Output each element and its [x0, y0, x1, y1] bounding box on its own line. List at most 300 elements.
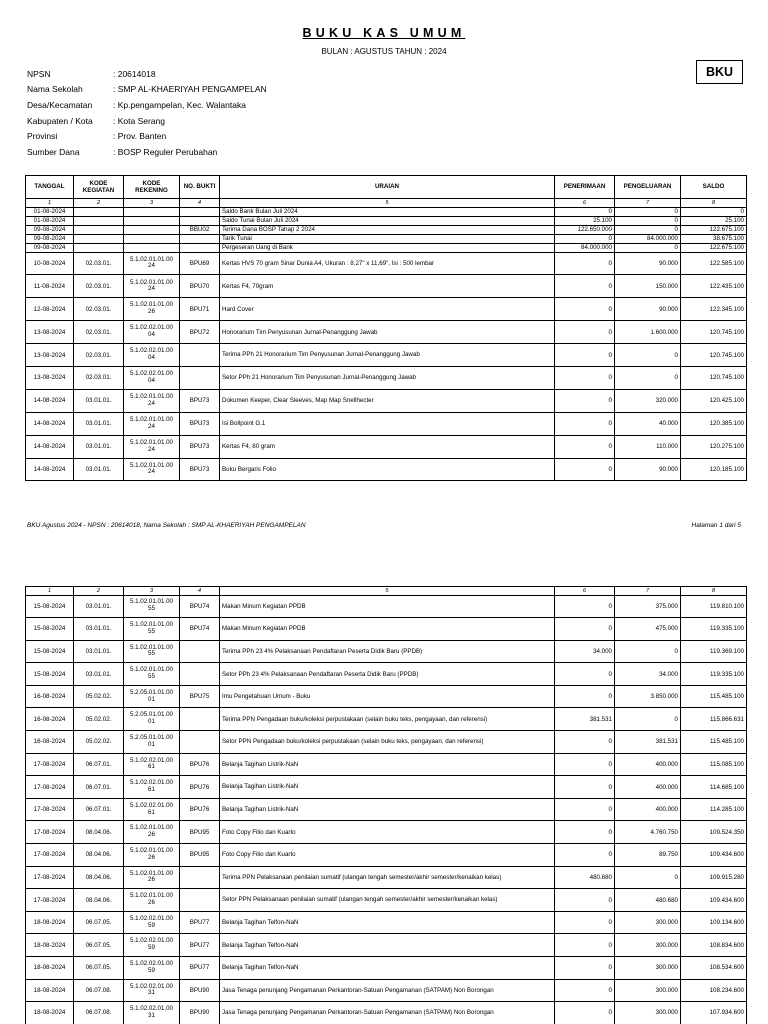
- balance-cell: 122.435.100: [681, 275, 747, 298]
- description-cell: Kertas F4, 80 gram: [220, 435, 555, 458]
- account-code-cell: 5.1.02.02.01.00 04: [124, 321, 180, 344]
- account-code-cell: 5.1.02.01.01.00 24: [124, 275, 180, 298]
- date-cell: 09-08-2024: [26, 225, 74, 234]
- balance-cell: 109.524.350: [681, 821, 747, 844]
- date-cell: 01-08-2024: [26, 216, 74, 225]
- balance-cell: 122.585.100: [681, 252, 747, 275]
- activity-code-cell: 06.07.08.: [74, 979, 124, 1002]
- account-code-cell: 5.1.02.01.01.00 55: [124, 595, 180, 618]
- table-row: [26, 298, 747, 321]
- description-cell: Jasa Tenaga penunjang Pengamanan Perkantoran-Satuan Pengamanan (SATPAM) Non Borongan: [220, 1002, 555, 1024]
- description-cell: Belanja Tagihan Telfon-NaN: [220, 911, 555, 934]
- income-cell: 0: [555, 685, 615, 708]
- activity-code-cell: 02.03.01.: [74, 275, 124, 298]
- date-cell: 15-08-2024: [26, 640, 74, 663]
- activity-code-cell: 03.01.01.: [74, 618, 124, 641]
- table-row: [26, 663, 747, 686]
- date-cell: 16-08-2024: [26, 708, 74, 731]
- expense-cell: 90.000: [615, 252, 681, 275]
- table-row: [26, 234, 747, 243]
- activity-code-cell: 05.02.02.: [74, 731, 124, 754]
- expense-cell: 300.000: [615, 957, 681, 980]
- column-number: 1: [26, 199, 74, 208]
- date-cell: 14-08-2024: [26, 435, 74, 458]
- balance-cell: 115.485.100: [681, 731, 747, 754]
- activity-code-cell: 06.07.05.: [74, 911, 124, 934]
- account-code-cell: 5.1.02.01.01.00 24: [124, 252, 180, 275]
- date-cell: 01-08-2024: [26, 207, 74, 216]
- date-cell: 12-08-2024: [26, 298, 74, 321]
- description-cell: Foto Copy Filio dan Kuarto: [220, 821, 555, 844]
- column-number: 7: [615, 199, 681, 208]
- date-cell: 17-08-2024: [26, 844, 74, 867]
- receipt-number-cell: [180, 216, 220, 225]
- balance-cell: 120.275.100: [681, 435, 747, 458]
- info-label: Kabupaten / Kota: [27, 115, 93, 126]
- receipt-number-cell: BPU73: [180, 435, 220, 458]
- date-cell: 16-08-2024: [26, 685, 74, 708]
- expense-cell: 84.000.000: [615, 234, 681, 243]
- column-header: NO. BUKTI: [180, 176, 220, 199]
- income-cell: 0: [555, 321, 615, 344]
- date-cell: 18-08-2024: [26, 934, 74, 957]
- income-cell: 0: [555, 753, 615, 776]
- account-code-cell: 5.1.02.02.01.00 04: [124, 366, 180, 389]
- receipt-number-cell: BPU69: [180, 252, 220, 275]
- column-number: 8: [681, 199, 747, 208]
- description-cell: Saldo Tunai Bulan Juli 2024: [220, 216, 555, 225]
- column-header: KODE REKENING: [124, 176, 180, 199]
- column-number: 3: [124, 587, 180, 596]
- account-code-cell: 5.1.02.01.01.00 24: [124, 412, 180, 435]
- info-value: : SMP AL-KHAERIYAH PENGAMPELAN: [113, 84, 267, 95]
- table-row: [26, 458, 747, 481]
- table-row: [26, 911, 747, 934]
- balance-cell: 122.345.100: [681, 298, 747, 321]
- balance-cell: 114.685.100: [681, 776, 747, 799]
- table-row: [26, 866, 747, 889]
- column-header: PENERIMAAN: [555, 176, 615, 199]
- ledger-table-page-1: [25, 175, 747, 481]
- date-cell: 15-08-2024: [26, 663, 74, 686]
- description-cell: Setor PPh 21 Honorarium Tim Penyusunan Jurnal-Penanggung Jawab: [220, 366, 555, 389]
- account-code-cell: 5.2.05.01.01.00 01: [124, 685, 180, 708]
- description-cell: Imu Pengetahuan Umum - Buku: [220, 685, 555, 708]
- table-row: [26, 618, 747, 641]
- expense-cell: 0: [615, 344, 681, 367]
- account-code-cell: 5.1.02.02.01.00 04: [124, 344, 180, 367]
- description-cell: Foto Copy Filio dan Kuarto: [220, 844, 555, 867]
- account-code-cell: 5.1.02.01.01.00 26: [124, 844, 180, 867]
- date-cell: 17-08-2024: [26, 776, 74, 799]
- description-cell: Isi Bollpoint G.1: [220, 412, 555, 435]
- table-row: [26, 344, 747, 367]
- activity-code-cell: 06.07.01.: [74, 798, 124, 821]
- description-cell: Makan Minum Kegiatan PPDB: [220, 618, 555, 641]
- info-label: Sumber Dana: [27, 146, 80, 157]
- table-row: [26, 889, 747, 912]
- expense-cell: 300.000: [615, 979, 681, 1002]
- table-row: [26, 640, 747, 663]
- description-cell: Terima PPN Pengadaan buku/koleksi perpustakaan (selain buku teks, pengayaan, dan referensi): [220, 708, 555, 731]
- expense-cell: 3.850.000: [615, 685, 681, 708]
- table-row: [26, 1002, 747, 1024]
- column-number: 1: [26, 587, 74, 596]
- description-cell: Terima PPN Pelaksanaan penilaian sumatif (ulangan tengah semester/akhir semester/kenaikan kelas): [220, 866, 555, 889]
- receipt-number-cell: BPU76: [180, 776, 220, 799]
- income-cell: 0: [555, 911, 615, 934]
- expense-cell: 0: [615, 225, 681, 234]
- column-header: SALDO: [681, 176, 747, 199]
- income-cell: 0: [555, 344, 615, 367]
- income-cell: 0: [555, 798, 615, 821]
- info-label: Desa/Kecamatan: [27, 99, 93, 110]
- account-code-cell: [124, 207, 180, 216]
- column-header: KODE KEGIATAN: [74, 176, 124, 199]
- expense-cell: 381.531: [615, 731, 681, 754]
- account-code-cell: 5.1.02.01.01.00 26: [124, 866, 180, 889]
- table-row: [26, 753, 747, 776]
- expense-cell: 480.680: [615, 889, 681, 912]
- info-row: [27, 128, 267, 144]
- info-label: NPSN: [27, 68, 51, 79]
- activity-code-cell: 08.04.06.: [74, 889, 124, 912]
- description-cell: Jasa Tenaga penunjang Pengamanan Perkantoran-Satuan Pengamanan (SATPAM) Non Borongan: [220, 979, 555, 1002]
- table-row: [26, 821, 747, 844]
- info-label: Nama Sekolah: [27, 84, 83, 95]
- receipt-number-cell: BPU77: [180, 934, 220, 957]
- expense-cell: 0: [615, 243, 681, 252]
- account-code-cell: 5.1.02.02.01.00 31: [124, 1002, 180, 1024]
- account-code-cell: 5.1.02.01.01.00 26: [124, 821, 180, 844]
- income-cell: 84.000.000: [555, 243, 615, 252]
- balance-cell: 120.185.100: [681, 458, 747, 481]
- activity-code-cell: 02.03.01.: [74, 321, 124, 344]
- table-row: [26, 708, 747, 731]
- expense-cell: 90.000: [615, 298, 681, 321]
- receipt-number-cell: [180, 234, 220, 243]
- income-cell: 0: [555, 275, 615, 298]
- description-cell: Hard Cover: [220, 298, 555, 321]
- activity-code-cell: 06.07.05.: [74, 934, 124, 957]
- receipt-number-cell: BPU75: [180, 685, 220, 708]
- expense-cell: 300.000: [615, 934, 681, 957]
- balance-cell: 109.434.600: [681, 889, 747, 912]
- expense-cell: 90.000: [615, 458, 681, 481]
- date-cell: 15-08-2024: [26, 618, 74, 641]
- table-row: [26, 366, 747, 389]
- activity-code-cell: 03.01.01.: [74, 663, 124, 686]
- expense-cell: 0: [615, 640, 681, 663]
- info-value: : BOSP Reguler Perubahan: [113, 146, 218, 157]
- expense-cell: 0: [615, 866, 681, 889]
- account-code-cell: 5.1.02.01.01.00 55: [124, 618, 180, 641]
- account-code-cell: 5.1.02.01.01.00 24: [124, 458, 180, 481]
- description-cell: Belanja Tagihan Listrik-NaN: [220, 753, 555, 776]
- expense-cell: 400.000: [615, 776, 681, 799]
- receipt-number-cell: [180, 640, 220, 663]
- income-cell: 0: [555, 234, 615, 243]
- account-code-cell: [124, 225, 180, 234]
- balance-cell: 0: [681, 207, 747, 216]
- expense-cell: 300.000: [615, 1002, 681, 1024]
- income-cell: 0: [555, 366, 615, 389]
- receipt-number-cell: BPU74: [180, 618, 220, 641]
- expense-cell: 89.750: [615, 844, 681, 867]
- column-number: 4: [180, 587, 220, 596]
- expense-cell: 1.600.000: [615, 321, 681, 344]
- income-cell: 34.000: [555, 640, 615, 663]
- expense-cell: 110.000: [615, 435, 681, 458]
- table-row: [26, 252, 747, 275]
- date-cell: 16-08-2024: [26, 731, 74, 754]
- document-subtitle: BULAN : AGUSTUS TAHUN : 2024: [321, 47, 447, 56]
- account-code-cell: 5.2.05.01.01.00 01: [124, 731, 180, 754]
- account-code-cell: [124, 234, 180, 243]
- info-value: : Kp.pengampelan, Kec. Walantaka: [113, 99, 246, 110]
- document-title: BUKU KAS UMUM: [302, 26, 466, 40]
- account-code-cell: 5.1.02.01.01.00 55: [124, 663, 180, 686]
- account-code-cell: 5.1.02.02.01.00 61: [124, 776, 180, 799]
- date-cell: 17-08-2024: [26, 866, 74, 889]
- table-row: [26, 595, 747, 618]
- activity-code-cell: [74, 207, 124, 216]
- info-row: [27, 82, 267, 98]
- receipt-number-cell: [180, 866, 220, 889]
- balance-cell: 107.934.600: [681, 1002, 747, 1024]
- receipt-number-cell: [180, 708, 220, 731]
- balance-cell: 108.834.600: [681, 934, 747, 957]
- activity-code-cell: 08.04.06.: [74, 866, 124, 889]
- income-cell: 0: [555, 663, 615, 686]
- receipt-number-cell: BPU73: [180, 412, 220, 435]
- income-cell: 25.100: [555, 216, 615, 225]
- account-code-cell: 5.1.02.02.01.00 31: [124, 979, 180, 1002]
- description-cell: Kertas HVS 70 gram Sinar Dunia A4, Ukuran : 8,27" x 11,69", Isi : 500 lembar: [220, 252, 555, 275]
- date-cell: 14-08-2024: [26, 458, 74, 481]
- info-row: [27, 66, 267, 82]
- column-header: TANGGAL: [26, 176, 74, 199]
- table-row: [26, 243, 747, 252]
- table-row: [26, 731, 747, 754]
- income-cell: 0: [555, 458, 615, 481]
- income-cell: 0: [555, 821, 615, 844]
- activity-code-cell: 03.01.01.: [74, 595, 124, 618]
- table-row: [26, 412, 747, 435]
- column-number: 3: [124, 199, 180, 208]
- receipt-number-cell: BPU70: [180, 275, 220, 298]
- income-cell: 0: [555, 207, 615, 216]
- description-cell: Terima PPh 21 Honorarium Tim Penyusunan Jurnal-Penanggung Jawab: [220, 344, 555, 367]
- activity-code-cell: 03.01.01.: [74, 412, 124, 435]
- bku-badge: BKU: [696, 60, 743, 84]
- column-header: PENGELUARAN: [615, 176, 681, 199]
- expense-cell: 475.000: [615, 618, 681, 641]
- description-cell: Setor PPN Pelaksanaan penilaian sumatif (ulangan tengah semester/akhir semester/kenaikan kelas): [220, 889, 555, 912]
- expense-cell: 0: [615, 366, 681, 389]
- expense-cell: 300.000: [615, 911, 681, 934]
- receipt-number-cell: [180, 731, 220, 754]
- date-cell: 18-08-2024: [26, 957, 74, 980]
- income-cell: 0: [555, 435, 615, 458]
- income-cell: 0: [555, 731, 615, 754]
- receipt-number-cell: BPU77: [180, 911, 220, 934]
- date-cell: 14-08-2024: [26, 389, 74, 412]
- description-cell: Belanja Tagihan Telfon-NaN: [220, 957, 555, 980]
- activity-code-cell: 02.03.01.: [74, 344, 124, 367]
- info-row: [27, 113, 267, 129]
- activity-code-cell: 02.03.01.: [74, 366, 124, 389]
- table-row: [26, 216, 747, 225]
- description-cell: Belanja Tagihan Listrik-NaN: [220, 776, 555, 799]
- column-number: 7: [615, 587, 681, 596]
- balance-cell: 120.745.100: [681, 321, 747, 344]
- activity-code-cell: [74, 234, 124, 243]
- income-cell: 0: [555, 934, 615, 957]
- activity-code-cell: 06.07.01.: [74, 753, 124, 776]
- balance-cell: 109.434.600: [681, 844, 747, 867]
- activity-code-cell: 03.01.01.: [74, 458, 124, 481]
- activity-code-cell: 06.07.05.: [74, 957, 124, 980]
- date-cell: 15-08-2024: [26, 595, 74, 618]
- balance-cell: 115.866.631: [681, 708, 747, 731]
- income-cell: 0: [555, 595, 615, 618]
- table-row: [26, 844, 747, 867]
- balance-cell: 115.085.100: [681, 753, 747, 776]
- date-cell: 18-08-2024: [26, 911, 74, 934]
- description-cell: Tarik Tunai: [220, 234, 555, 243]
- table-row: [26, 321, 747, 344]
- receipt-number-cell: BBU02: [180, 225, 220, 234]
- receipt-number-cell: [180, 663, 220, 686]
- table-row: [26, 389, 747, 412]
- description-cell: Saldo Bank Bulan Juli 2024: [220, 207, 555, 216]
- column-number: 4: [180, 199, 220, 208]
- table-row: [26, 225, 747, 234]
- income-cell: 0: [555, 889, 615, 912]
- income-cell: 0: [555, 1002, 615, 1024]
- balance-cell: 120.425.100: [681, 389, 747, 412]
- expense-cell: 150.000: [615, 275, 681, 298]
- income-cell: 0: [555, 979, 615, 1002]
- account-code-cell: 5.2.05.01.01.00 01: [124, 708, 180, 731]
- table-row: [26, 207, 747, 216]
- expense-cell: 0: [615, 708, 681, 731]
- receipt-number-cell: BPU77: [180, 957, 220, 980]
- income-cell: 0: [555, 298, 615, 321]
- income-cell: 0: [555, 776, 615, 799]
- activity-code-cell: 08.04.06.: [74, 844, 124, 867]
- income-cell: 0: [555, 844, 615, 867]
- date-cell: 17-08-2024: [26, 889, 74, 912]
- date-cell: 13-08-2024: [26, 366, 74, 389]
- column-header: URAIAN: [220, 176, 555, 199]
- activity-code-cell: 06.07.08.: [74, 1002, 124, 1024]
- description-cell: Pergeseran Uang di Bank: [220, 243, 555, 252]
- balance-cell: 25.100: [681, 216, 747, 225]
- expense-cell: 400.000: [615, 798, 681, 821]
- date-cell: 17-08-2024: [26, 821, 74, 844]
- receipt-number-cell: BPU76: [180, 798, 220, 821]
- receipt-number-cell: BPU71: [180, 298, 220, 321]
- income-cell: 0: [555, 957, 615, 980]
- account-code-cell: 5.1.02.02.01.00 61: [124, 798, 180, 821]
- table-row: [26, 798, 747, 821]
- ledger-table-page-2: [25, 586, 747, 1024]
- balance-cell: 109.915.280: [681, 866, 747, 889]
- account-code-cell: 5.1.02.01.01.00 24: [124, 435, 180, 458]
- activity-code-cell: [74, 216, 124, 225]
- info-row: [27, 144, 267, 160]
- receipt-number-cell: [180, 889, 220, 912]
- page-indicator: Halaman 1 dari 5: [691, 522, 741, 529]
- school-info: [27, 66, 267, 160]
- receipt-number-cell: BPU72: [180, 321, 220, 344]
- account-code-cell: 5.1.02.01.01.00 24: [124, 389, 180, 412]
- receipt-number-cell: BPU95: [180, 821, 220, 844]
- income-cell: 0: [555, 389, 615, 412]
- receipt-number-cell: BPU95: [180, 844, 220, 867]
- receipt-number-cell: [180, 243, 220, 252]
- info-value: : 20614018: [113, 68, 156, 79]
- account-code-cell: 5.1.02.02.01.00 59: [124, 957, 180, 980]
- expense-cell: 0: [615, 216, 681, 225]
- description-cell: Setor PPh 23 4% Pelaksanaan Pendaftaran Peserta Didik Baru (PPDB): [220, 663, 555, 686]
- info-value: : Kota Serang: [113, 115, 165, 126]
- receipt-number-cell: [180, 207, 220, 216]
- account-code-cell: 5.1.02.01.01.00 26: [124, 298, 180, 321]
- date-cell: 18-08-2024: [26, 979, 74, 1002]
- activity-code-cell: 03.01.01.: [74, 640, 124, 663]
- table-row: [26, 275, 747, 298]
- date-cell: 13-08-2024: [26, 321, 74, 344]
- description-cell: Belanja Tagihan Telfon-NaN: [220, 934, 555, 957]
- receipt-number-cell: BPU73: [180, 389, 220, 412]
- activity-code-cell: [74, 225, 124, 234]
- income-cell: 381.531: [555, 708, 615, 731]
- footer-note: BKU Agustus 2024 - NPSN : 20614018, Nama Sekolah : SMP AL-KHAERIYAH PENGAMPELAN: [27, 522, 306, 529]
- table-row: [26, 435, 747, 458]
- info-value: : Prov. Banten: [113, 131, 167, 142]
- description-cell: Terima PPh 23 4% Pelaksanaan Pendaftaran Peserta Didik Baru (PPDB): [220, 640, 555, 663]
- activity-code-cell: 05.02.02.: [74, 708, 124, 731]
- date-cell: 18-08-2024: [26, 1002, 74, 1024]
- date-cell: 11-08-2024: [26, 275, 74, 298]
- receipt-number-cell: BPU76: [180, 753, 220, 776]
- description-cell: Dokumen Keeper, Clear Sleeves, Map Map Snellhecter: [220, 389, 555, 412]
- column-number: 5: [220, 587, 555, 596]
- activity-code-cell: [74, 243, 124, 252]
- income-cell: 0: [555, 618, 615, 641]
- date-cell: 13-08-2024: [26, 344, 74, 367]
- activity-code-cell: 03.01.01.: [74, 389, 124, 412]
- balance-cell: 120.745.100: [681, 366, 747, 389]
- income-cell: 0: [555, 252, 615, 275]
- balance-cell: 109.134.600: [681, 911, 747, 934]
- expense-cell: 34.000: [615, 663, 681, 686]
- column-number: 2: [74, 199, 124, 208]
- balance-cell: 108.534.600: [681, 957, 747, 980]
- expense-cell: 375.000: [615, 595, 681, 618]
- description-cell: Terima Dana BOSP Tahap 2 2024: [220, 225, 555, 234]
- column-number: 6: [555, 199, 615, 208]
- date-cell: 17-08-2024: [26, 798, 74, 821]
- income-cell: 122.650.000: [555, 225, 615, 234]
- activity-code-cell: 02.03.01.: [74, 298, 124, 321]
- balance-cell: 122.675.100: [681, 225, 747, 234]
- income-cell: 480.680: [555, 866, 615, 889]
- activity-code-cell: 08.04.06.: [74, 821, 124, 844]
